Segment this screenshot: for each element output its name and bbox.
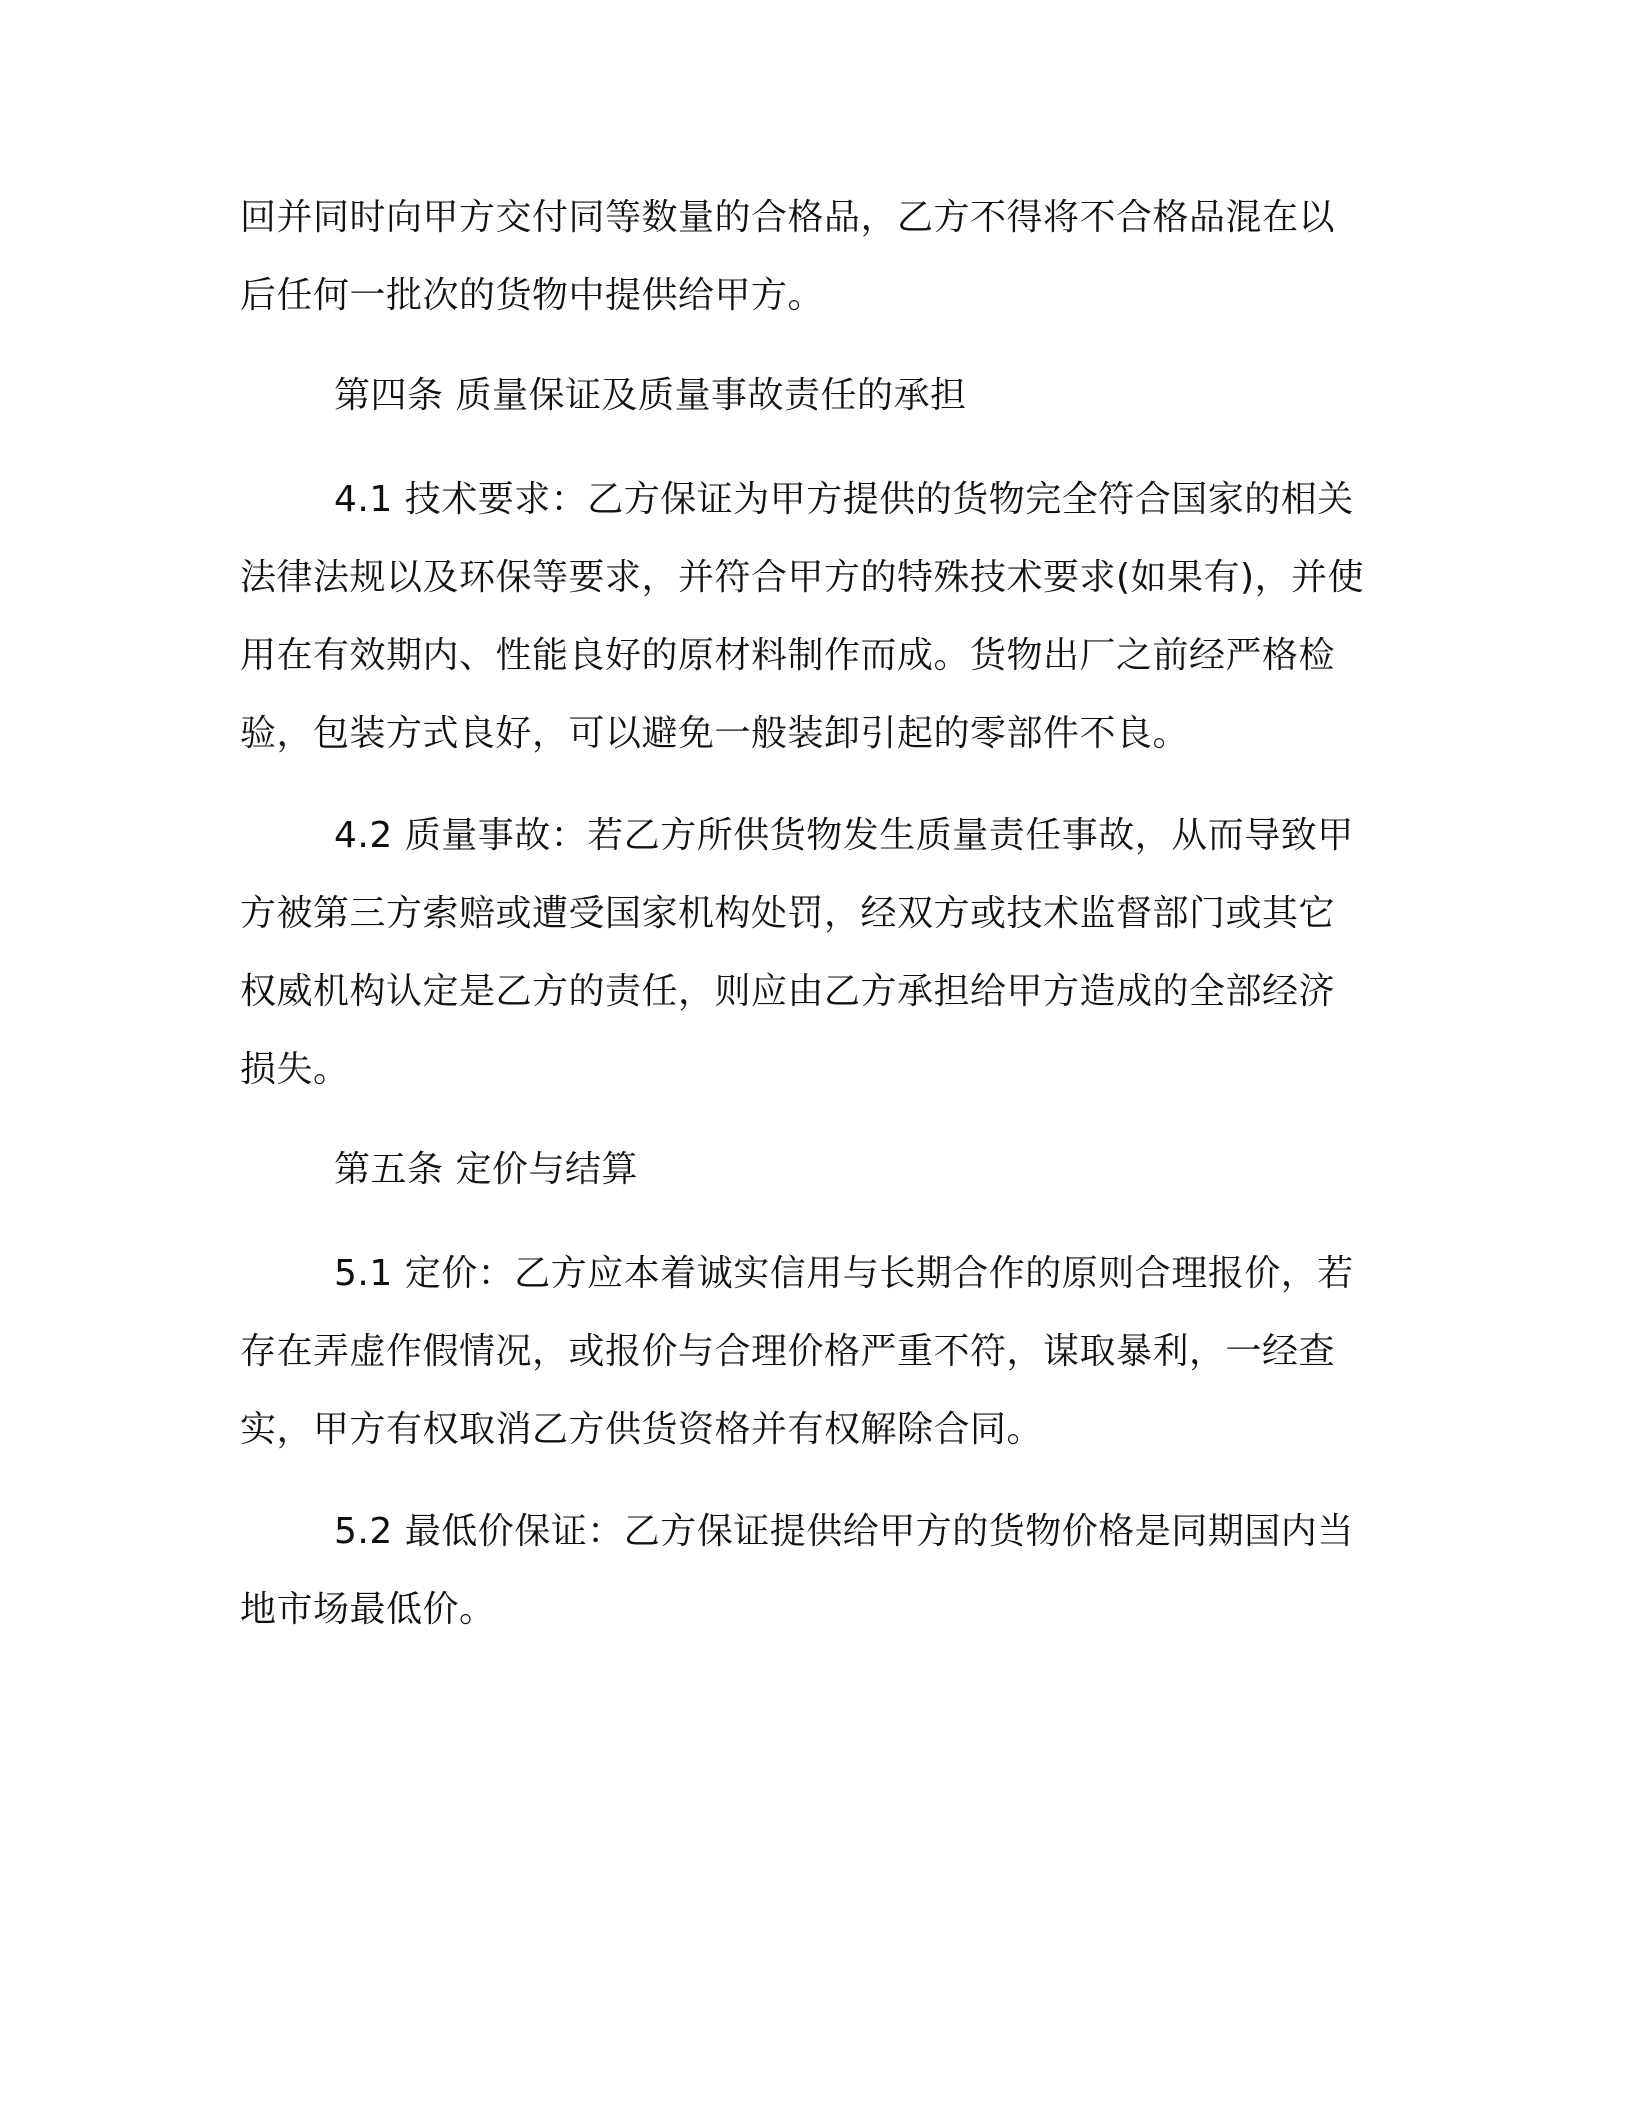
text-line: 后任何一批次的货物中提供给甲方。	[240, 275, 825, 316]
text-line: 存在弄虚作假情况，或报价与合理价格严重不符，谋取暴利，一经查	[240, 1331, 1336, 1372]
clause-5-2-first-line: 5.2 最低价保证：乙方保证提供给甲方的货物价格是同期国内当	[334, 1511, 1354, 1552]
text-line: 损失。	[240, 1049, 350, 1090]
text-line: 用在有效期内、性能良好的原材料制作而成。货物出厂之前经严格检	[240, 635, 1336, 676]
section-heading-5: 第五条 定价与结算	[334, 1149, 638, 1190]
clause-4-2-first-line: 4.2 质量事故：若乙方所供货物发生质量责任事故，从而导致甲	[334, 815, 1354, 856]
text-line: 法律法规以及环保等要求，并符合甲方的特殊技术要求(如果有)，并使	[240, 557, 1365, 598]
clause-4-1-first-line: 4.1 技术要求：乙方保证为甲方提供的货物完全符合国家的相关	[334, 479, 1354, 520]
text-line: 验，包装方式良好，可以避免一般装卸引起的零部件不良。	[240, 713, 1190, 754]
clause-5-1-first-line: 5.1 定价：乙方应本着诚实信用与长期合作的原则合理报价，若	[334, 1253, 1354, 1294]
text-line: 权威机构认定是乙方的责任，则应由乙方承担给甲方造成的全部经济	[240, 971, 1336, 1012]
text-line: 地市场最低价。	[240, 1589, 496, 1630]
text-line: 实，甲方有权取消乙方供货资格并有权解除合同。	[240, 1409, 1044, 1450]
text-line: 回并同时向甲方交付同等数量的合格品，乙方不得将不合格品混在以	[240, 197, 1336, 238]
text-line: 方被第三方索赔或遭受国家机构处罚，经双方或技术监督部门或其它	[240, 893, 1336, 934]
section-heading-4: 第四条 质量保证及质量事故责任的承担	[334, 375, 967, 416]
